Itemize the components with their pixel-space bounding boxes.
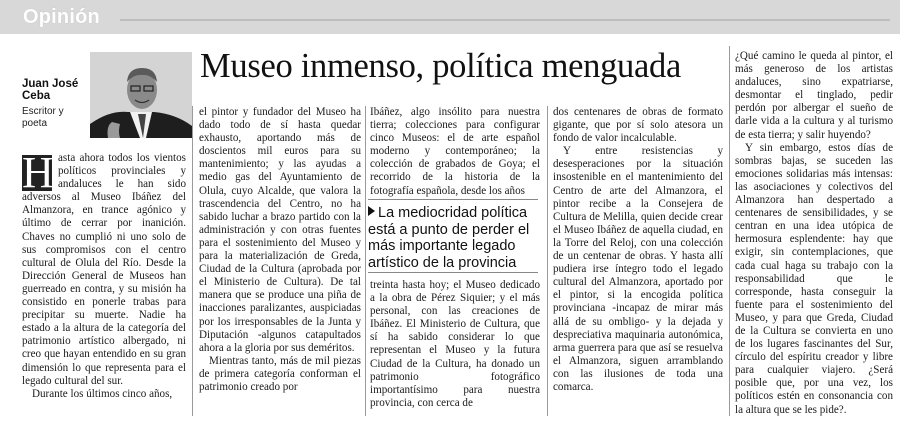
paragraph <box>22 148 186 388</box>
paragraph: treinta hasta hoy; el Museo dedicado a la obra de Pérez Siquier; y el más personal, con las creaciones de Ibáñez. El Ministerio de Cultura, que sí ha sabido considerar lo que representan el Museo y la futura Ciudad de la Cultura, ha donado un patrimonio fotográfico importantísimo para nuestra provincia, con cerca de <box>370 279 540 409</box>
pullquote-text: La mediocridad política está a punto de perder el más importante legado artístico de la provincia <box>368 205 530 271</box>
column-divider <box>729 46 730 416</box>
paragraph-text: asta ahora todos los vientos políticos provinciales y andaluces le han sido adversos al Museo Ibáñez del Almanzora, en trance agónico y último de cerrar por inanición. Chaves no cumplió ni uno solo de sus compromisos con el centro cultural de Olula del Río. Desde la Dirección General de Museos han guerreado en contra, y su misión ha consistido en ponerle trabas para precipitar su muerte. Nadie ha estado a la altura de la categoría del patrimonio artístico albergado, ni creo que hayan entendido en su gran dimensión lo que representa para el legado cultural del sur. <box>22 152 186 387</box>
paragraph: Y entre resistencias y desesperaciones por la situación insostenible en el mantenimiento del Centro de arte del Almanzora, el pintor recibe a la Consejera de Cultura de Melilla, quien decide crear el Museo Ibáñez de aquella ciudad, en la Torre del Reloj, con una colección de un centenar de obras. Y hasta allí pudiera irse íntegro todo el legado cultural del Almanzora, aportado por el pintor, si la encogida política provinciana -incapaz de mirar más allá de su ombligo- y la dejada y despreciativa maquinaria autonómica, arma guerrera para que así se resuelva el Almanzora, siguen arramblando con las ilusiones de toda una comarca. <box>553 145 723 393</box>
column-3-top <box>370 106 540 198</box>
section-label: Opinión <box>23 6 100 28</box>
paragraph: dos centenares de obras de formato gigante, que por sí solo atesora un fondo de valor incalculable. <box>553 106 723 145</box>
headline: Museo inmenso, política menguada <box>200 47 681 85</box>
column-5 <box>735 50 893 417</box>
triangle-bullet-icon <box>368 206 375 216</box>
column-1 <box>22 148 186 401</box>
section-header <box>0 0 900 34</box>
column-divider <box>192 106 193 416</box>
paragraph: ¿Qué camino le queda al pintor, el más generoso de los artistas andaluces, sino expatriarse, desmontar el tinglado, pedir perdón por albergar el sueño de darle vida a la cultura y al turismo de esta tierra; y salir huyendo? <box>735 50 893 141</box>
column-4 <box>553 106 723 394</box>
author-byline <box>22 78 92 130</box>
column-divider <box>547 106 548 416</box>
section-rule <box>120 19 890 21</box>
column-divider <box>365 106 366 416</box>
column-2 <box>199 106 361 394</box>
paragraph: Mientras tanto, más de mil piezas de primera categoría conforman el patrimonio creado por <box>199 354 361 393</box>
paragraph: Ibáñez, algo insólito para nuestra tierra; colecciones para configurar cinco Museos: el de arte español moderno y contemporáneo; la colección de grabados de Goya; el recorrido de la historia de la fotografía española, desde los años <box>370 106 540 197</box>
author-role-line2: poeta <box>22 118 48 129</box>
dropcap: H <box>22 148 54 197</box>
author-name-line2: Ceba <box>22 90 51 102</box>
pullquote-rule-top <box>368 199 538 200</box>
paragraph: el pintor y fundador del Museo ha dado todo de sí hasta quedar exhausto, aportando más de doscientos mil euros para su mantenimiento; y las ayudas a medio gas del Ayuntamiento de Olula, cuyo Alcalde, que valora la trascendencia del Centro, no ha sabido luchar a brazo partido con la administración y con otras fuentes para el sostenimiento del Museo y para la materialización de Greda, Ciudad de la Cultura (aprobada por el Ministerio de Cultura). De tal manera que se produce una piña de inacciones paralizantes, auspiciadas por los irresponsables de la Junta y Diputación -algunos catapultados ahora a la gloria por sus deméritos. <box>199 106 361 354</box>
paragraph: Durante los últimos cinco años, <box>32 387 173 400</box>
author-photo <box>90 52 192 138</box>
author-role-line1: Escritor y <box>22 106 64 117</box>
pullquote <box>368 205 538 271</box>
paragraph: Y sin embargo, estos días de sombras bajas, se suceden las emociones solidarias más intensas: las asociaciones y colectivos del Almanzora han despertado a centenares de sensibilidades, y se centran en una idea utópica de hermosura esplendente: hay que exigir, sin contemplaciones, que cada cual haga su trabajo con la responsabilidad que le corresponde, hasta conseguir la fuente para el sostenimiento del Museo, y para que Greda, Ciudad de la Cultura se convierta en uno de los lugares fascinantes del Sur, círculo del espíritu creador y libre para cualquier viajero. ¿Será posible que, por una vez, los políticos estén en consonancia con la altura que se les pide?. <box>735 141 893 416</box>
column-3-bottom <box>370 279 540 410</box>
author-name-line1: Juan José <box>22 78 79 90</box>
pullquote-rule-bottom <box>368 272 538 273</box>
author-portrait-image <box>90 52 192 138</box>
